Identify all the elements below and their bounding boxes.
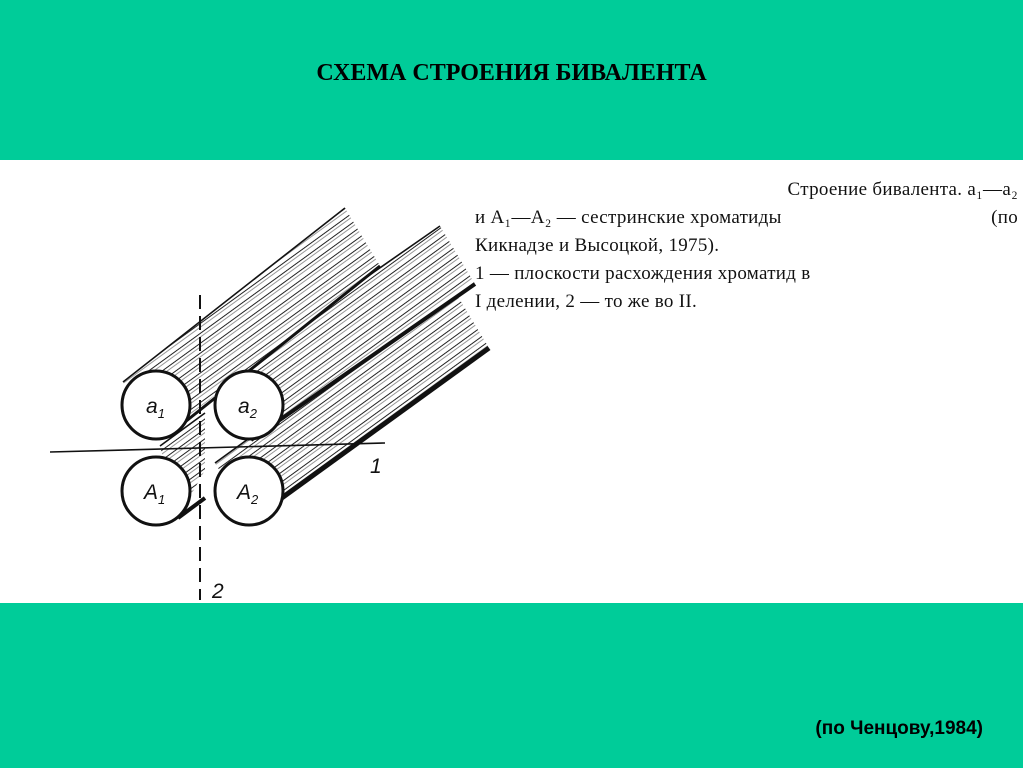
caption-line-2 <box>475 204 1018 232</box>
plane-label-2: 2 <box>212 580 224 603</box>
caption-line-5: I делении, 2 — то же во II. <box>475 291 698 312</box>
label-a2: $a_2$ <box>238 395 257 421</box>
caption-line-4: 1 — плоскости расхождения хроматид в <box>475 263 811 284</box>
plane-label-1: 1 <box>370 455 382 478</box>
title-band <box>0 0 1023 160</box>
source-note: (по Ченцову,1984) <box>815 718 983 739</box>
slide-title: СХЕМА СТРОЕНИЯ БИВАЛЕНТА <box>316 60 707 86</box>
figure-caption <box>475 176 1018 316</box>
caption-line-1: Строение бивалента. а₁—а₂ <box>787 179 1018 200</box>
caption-line-3: Кикнадзе и Высоцкой, 1975). <box>475 235 720 256</box>
label-A2: $A_2$ <box>237 481 259 507</box>
caption-line-2-right: (по <box>991 207 1018 228</box>
footer-band <box>0 603 1023 768</box>
figure-panel <box>0 160 1023 603</box>
label-A1: $A_1$ <box>144 481 166 507</box>
label-a1: $a_1$ <box>146 395 165 421</box>
caption-line-2-left: и A₁—A₂ — сестринские хроматиды <box>475 207 782 228</box>
